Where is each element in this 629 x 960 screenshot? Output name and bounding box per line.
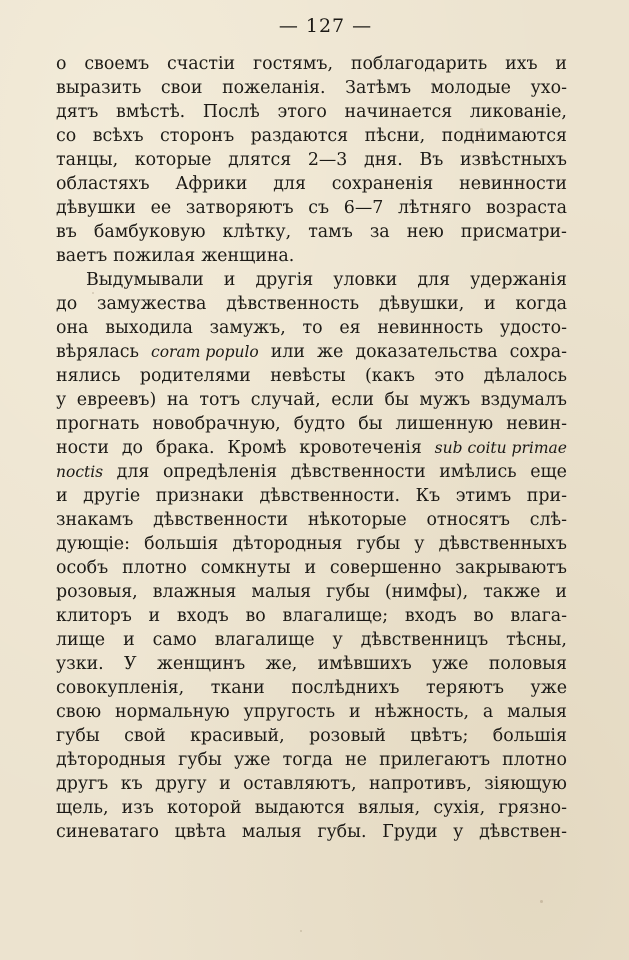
word: и [484,294,496,314]
word: знакамъ [56,510,134,530]
body-text [56,52,567,844]
word: плотно [502,750,567,770]
word: другія [255,270,314,290]
latin-phrase: sub coitu primae [434,439,567,457]
word: другіе [83,486,141,506]
word: (какъ [364,366,415,386]
word: раздаются [250,126,349,146]
word: особъ [56,558,109,578]
word: Къ [415,486,441,506]
word: слѣ- [529,510,567,530]
word: дня. [364,150,403,170]
page-number: — 127 — [278,15,373,37]
word: дѣвственныхъ [438,534,567,554]
paper-spot [540,900,543,903]
word: влагалище [214,630,315,650]
word: совершенно [329,558,442,578]
word: дѣвушки, [378,294,465,314]
text-line [56,292,567,316]
paper-spot [300,930,302,932]
word: и [555,54,567,74]
word: родителями [139,366,251,386]
word: вздумалъ [480,390,567,410]
text-line [56,76,567,100]
word: своемъ [84,54,150,74]
paper-spot [480,128,483,131]
word: она [56,318,89,338]
word: случай, [250,390,321,410]
word: клиторъ [56,606,132,626]
word: губы [326,582,370,602]
text-line [56,676,567,700]
word: ухо- [530,78,567,98]
word: грязно- [498,798,567,818]
text-line [56,220,567,244]
word: бы [384,390,409,410]
text-line [56,412,567,436]
word: узки. [56,654,104,674]
word: дѣвственности [290,462,426,482]
word: вѣрялась [56,342,140,362]
word: теряютъ [426,678,504,698]
word: малыя [241,822,302,842]
word: на [166,390,189,410]
word: свою [56,702,102,722]
word: нялись [56,366,121,386]
text-line [56,196,567,220]
word: пожилая [113,246,196,266]
word: доказательства [355,342,498,362]
word: (нимфы), [384,582,469,602]
word: извѣстныхъ [459,150,567,170]
text-line [56,652,567,676]
word: удержанія [470,270,567,290]
word: невинности [459,174,567,194]
word: сохраненія [331,174,434,194]
word: ликованіе, [469,102,567,122]
word: и [56,486,68,506]
word: сомкнуты [200,558,291,578]
word: у [56,390,67,410]
text-line [56,364,567,388]
word: дятъ [56,102,99,122]
word: Послѣ [202,102,260,122]
word: дѣвствен- [479,822,567,842]
word: женщинъ [156,654,246,674]
text-line [56,604,567,628]
word: бамбуковую [93,222,206,242]
text-line [56,508,567,532]
word: затворяютъ [185,198,294,218]
text-line [56,268,567,292]
word: входъ [176,606,229,626]
word: дующіе: [56,534,130,554]
word: которой [166,798,242,818]
text-line [56,748,567,772]
text-line [56,460,567,484]
word: влагалище; [282,606,389,626]
text-line [56,628,567,652]
word: прогнать [56,414,140,434]
word: въ [56,222,77,242]
word: уже [233,750,271,770]
word: сторонъ [160,126,235,146]
word: еще [530,462,567,482]
word: которые [134,150,212,170]
word: входъ [404,606,457,626]
word: же, [265,654,298,674]
word: для [116,462,150,482]
word: къ [120,774,143,794]
word: возраста [486,198,567,218]
word: гостямъ, [252,54,334,74]
word: ея [339,318,361,338]
word: дѣлалось [483,366,567,386]
word: дѣвственницъ [360,630,489,650]
word: или [270,342,306,362]
word: свои [160,78,203,98]
word: во [473,606,494,626]
word: евреевъ) [76,390,157,410]
word: Кромѣ [227,438,287,458]
word: за [369,222,390,242]
word: опредѣленія [162,462,278,482]
word: молодые [430,78,511,98]
word: этимъ [455,486,512,506]
word: длятся [228,150,292,170]
word: щель, [56,798,109,818]
word: ности [56,438,110,458]
word: и [349,702,361,722]
word: тотъ [199,390,241,410]
word: напротивъ, [369,774,472,794]
text-line [56,820,567,844]
word: то [302,318,323,338]
word: уже [431,654,469,674]
latin-phrase: noctis [56,463,104,481]
paper-spot [92,292,94,294]
word: же [317,342,344,362]
word: лѣтняго [397,198,472,218]
text-line [56,580,567,604]
text-line [56,700,567,724]
text-line [56,52,567,76]
word: мужъ [419,390,471,410]
word: брака. [155,438,215,458]
word: имѣвшихъ [317,654,412,674]
word: губы. [317,822,367,842]
word: губы [178,750,222,770]
word: выдаются [254,798,345,818]
word: до [56,294,78,314]
word: большія [144,534,219,554]
word: малыя [251,582,312,602]
word: со [56,126,77,146]
word: у [453,822,464,842]
word: само [152,630,197,650]
word: уловки [333,270,398,290]
word: лишенную [395,414,494,434]
word: другу [155,774,207,794]
word: красивый, [190,726,285,746]
paper-spot [210,660,213,662]
word: 2—3 [307,150,348,170]
word: зіяющую [484,774,567,794]
word: дѣвственность [226,294,360,314]
word: удосто- [499,318,567,338]
word: танцы, [56,150,119,170]
word: у [332,630,343,650]
word: закрываютъ [455,558,567,578]
word: Африки [175,174,248,194]
word: цвѣтъ; [410,726,469,746]
word: дѣвушки [56,198,136,218]
word: поблагодарить [350,54,488,74]
word: оставляютъ, [243,774,357,794]
word: признаки [155,486,244,506]
word: влага- [510,606,567,626]
word: нею [406,222,444,242]
word: женщина. [201,246,295,266]
word: нормальную [115,702,230,722]
text-line [56,532,567,556]
word: для [417,270,451,290]
word: областяхъ [56,174,150,194]
word: губы [356,534,401,554]
word: замужества [96,294,207,314]
word: Затѣмъ [345,78,412,98]
word: нѣжность, [374,702,469,722]
text-line [56,388,567,412]
word: и [223,270,236,290]
word: розовый [309,726,386,746]
word: уже [530,678,567,698]
word: у [414,534,425,554]
word: и [555,582,567,602]
word: синеватаго [56,822,159,842]
word: другъ [56,774,109,794]
word: сухія, [433,798,486,818]
word: влажныя [152,582,237,602]
word: тогда [282,750,333,770]
text-line [56,484,567,508]
word: невин- [506,414,567,434]
word: до [121,438,144,458]
word: невѣсты [270,366,346,386]
word: прилегаютъ [379,750,491,770]
word: поднимаются [441,126,567,146]
word: и [304,558,317,578]
word: дѣвственности. [259,486,401,506]
word: дѣвственности [153,510,289,530]
text-line [56,100,567,124]
word: дѣтородныя [232,534,343,554]
word: во [245,606,266,626]
word: тамъ [308,222,353,242]
word: имѣлись [439,462,517,482]
text-line [56,772,567,796]
word: если [331,390,374,410]
word: всѣхъ [92,126,144,146]
word: Груди [382,822,438,842]
word: совокупленія, [56,678,185,698]
word: цвѣта [174,822,227,842]
word: Выдумывали [86,270,204,290]
word: послѣднихъ [291,678,400,698]
word: замужъ, [209,318,286,338]
word: не [345,750,367,770]
word: большія [492,726,567,746]
word: ткани [210,678,265,698]
word: ихъ [505,54,538,74]
word: ее [150,198,172,218]
text-line [56,724,567,748]
word: пожеланія. [222,78,326,98]
word: счастіи [167,54,236,74]
text-line [56,796,567,820]
word: и [123,630,135,650]
word: ваетъ [56,246,108,266]
word: губы [56,726,100,746]
word: а [482,702,494,722]
word: вмѣстѣ. [116,102,186,122]
word: когда [515,294,567,314]
word: относятъ [426,510,511,530]
word: и [148,606,161,626]
word: тѣсны, [506,630,567,650]
text-line [56,244,567,268]
word: при- [526,486,567,506]
word: лище [56,630,106,650]
word: начинается [344,102,453,122]
word: этого [277,102,327,122]
word: съ [308,198,330,218]
word: У [124,654,137,674]
text-line [56,436,567,460]
word: новобрачную, [152,414,281,434]
word: присматри- [460,222,567,242]
latin-phrase: coram populo [151,343,259,361]
word: также [483,582,541,602]
word: нѣкоторые [307,510,407,530]
word: и [219,774,231,794]
word: дѣтородныя [56,750,166,770]
word: будто [293,414,346,434]
word: для [273,174,306,194]
text-line [56,172,567,196]
word: невинность [377,318,484,338]
word: сохра- [509,342,567,362]
word: 6—7 [343,198,384,218]
text-line [56,316,567,340]
text-line [56,148,567,172]
word: вялыя, [358,798,421,818]
word: выразить [56,78,142,98]
word: кровотеченія [299,438,422,458]
word: о [56,54,67,74]
word: малыя [507,702,567,722]
text-line [56,124,567,148]
text-line [56,556,567,580]
word: изъ [121,798,154,818]
word: пѣсни, [364,126,426,146]
word: половыя [488,654,567,674]
word: это [434,366,465,386]
word: Въ [419,150,444,170]
word: розовыя, [56,582,138,602]
text-line [56,340,567,364]
word: клѣтку, [222,222,292,242]
word: выходила [105,318,193,338]
word: плотно [122,558,187,578]
word: упругость [243,702,336,722]
word: свой [124,726,166,746]
word: бы [358,414,383,434]
